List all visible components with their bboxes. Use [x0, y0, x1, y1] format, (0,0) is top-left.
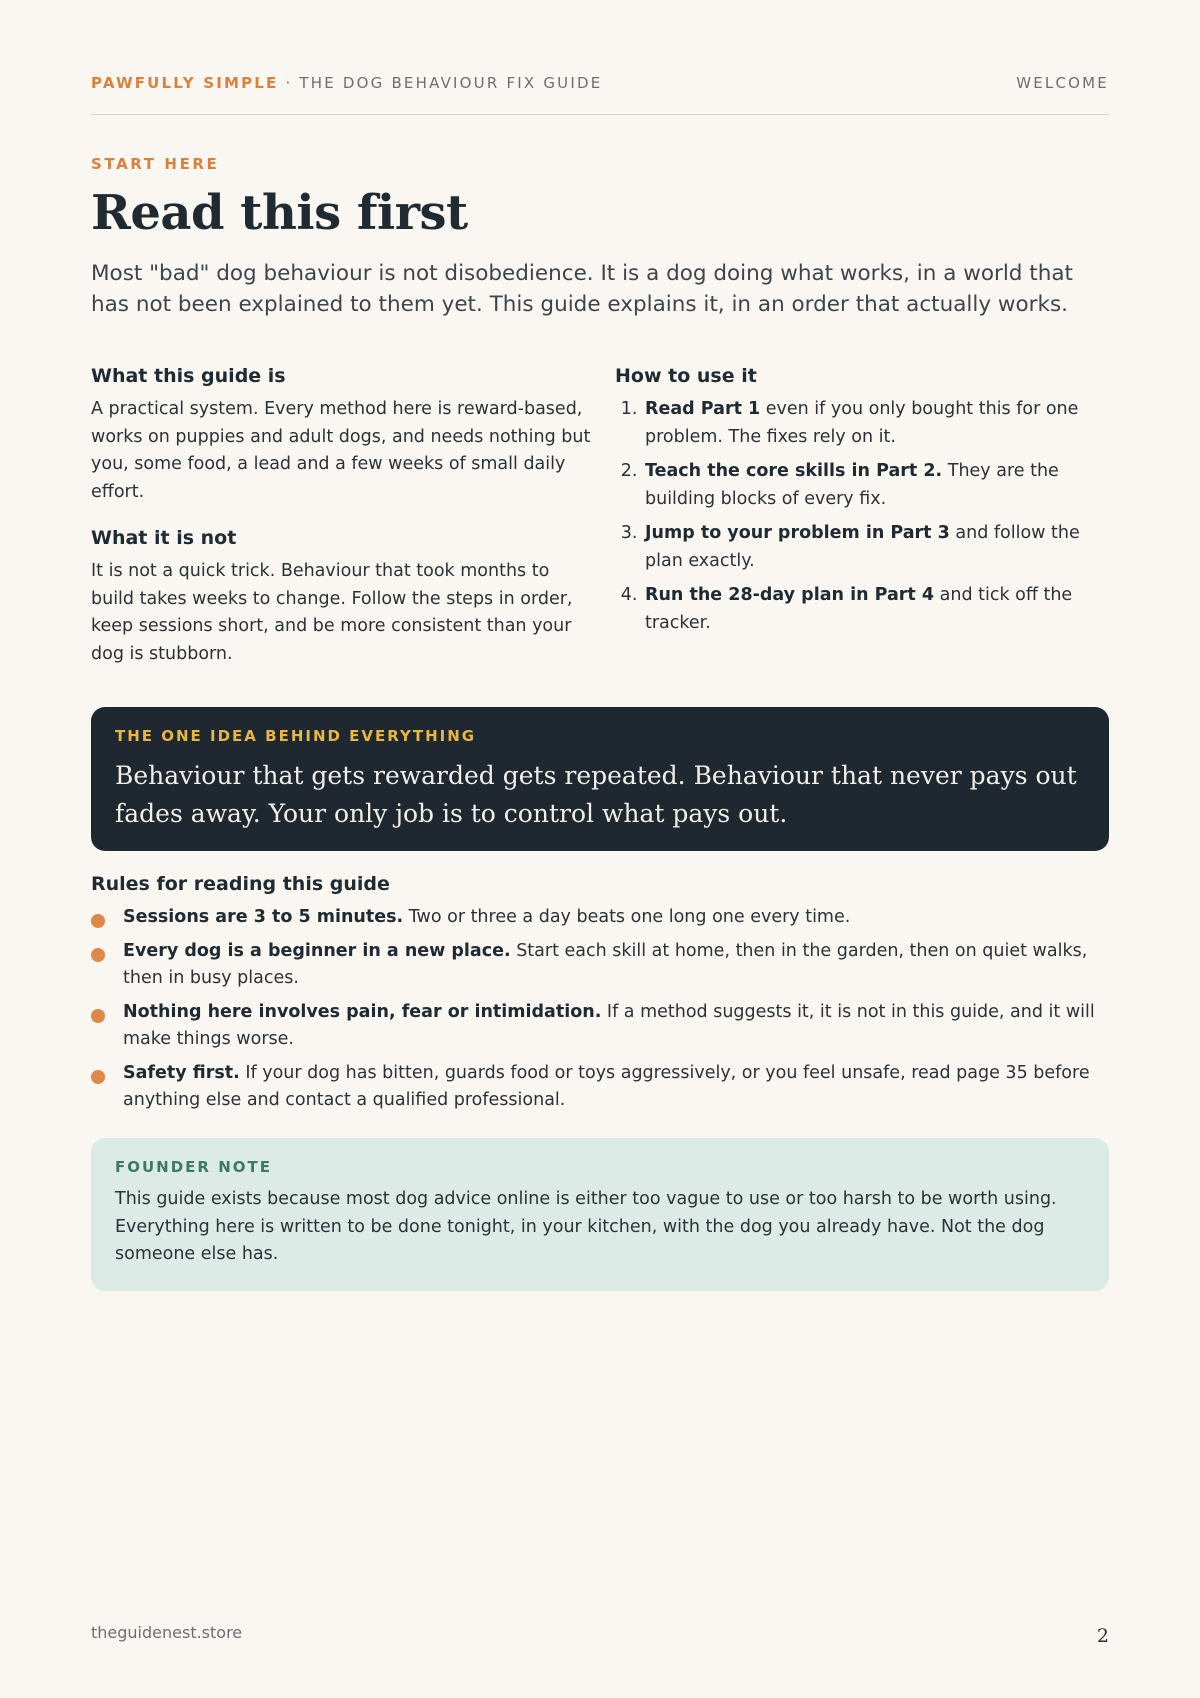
rule-bold: Every dog is a beginner in a new place. — [123, 940, 511, 961]
rule-text: Start each skill at home, then in the garden, then on quiet walks, then in busy places. — [123, 940, 1088, 988]
section-name: WELCOME — [1016, 74, 1109, 92]
section-eyebrow: START HERE — [91, 155, 220, 173]
footer-site: theguidenest.store — [91, 1623, 243, 1642]
bullet-dot-icon — [91, 914, 105, 928]
step-text: and tick off the tracker. — [645, 585, 1073, 633]
step-text: and follow the plan exactly. — [645, 523, 1080, 571]
header-separator: · — [278, 74, 300, 92]
how-heading: How to use it — [615, 365, 757, 387]
bullet-dot-icon — [91, 1070, 105, 1084]
callout-label: THE ONE IDEA BEHIND EVERYTHING — [115, 727, 477, 745]
list-item — [91, 1060, 1109, 1115]
what-heading: What this guide is — [91, 365, 286, 387]
guide-name: THE DOG BEHAVIOUR FIX GUIDE — [299, 74, 603, 92]
step-bold: Run the 28-day plan in Part 4 — [645, 585, 935, 605]
rules-heading: Rules for reading this guide — [91, 873, 390, 895]
key-idea-callout — [91, 707, 1109, 851]
rule-bold: Safety first. — [123, 1062, 240, 1083]
page-number: 2 — [1096, 1625, 1109, 1647]
not-body: It is not a quick trick. Behaviour that took months to build takes weeks to change. Follow the steps in order, keep sessions short, and be more consistent than your dog is stubborn. — [91, 561, 573, 664]
header-divider — [91, 114, 1109, 115]
list-item — [643, 520, 1109, 575]
step-text: even if you only bought this for one problem. The fixes rely on it. — [645, 399, 1079, 447]
step-bold: Teach the core skills in Part 2. — [645, 461, 943, 481]
step-bold: Jump to your problem in Part 3 — [645, 523, 950, 543]
callout-quote: Behaviour that gets rewarded gets repeated. Behaviour that never pays out fades away. Your only job is to control what pays out. — [115, 761, 1077, 828]
right-column — [615, 362, 1109, 644]
list-item — [91, 938, 1109, 993]
rule-text: If your dog has bitten, guards food or toys aggressively, or you feel unsafe, read page 35 before anything else and contact a qualified professional. — [123, 1062, 1090, 1110]
page-title: Read this first — [91, 185, 468, 241]
bullet-dot-icon — [91, 948, 105, 962]
not-heading: What it is not — [91, 527, 237, 549]
list-item — [643, 582, 1109, 637]
rules-list — [91, 904, 1109, 1115]
founder-label: FOUNDER NOTE — [115, 1158, 272, 1176]
list-item — [643, 458, 1109, 513]
left-column — [91, 362, 591, 668]
founder-note — [91, 1138, 1109, 1291]
list-item — [91, 999, 1109, 1054]
rules-section — [91, 870, 1109, 1121]
list-item — [643, 396, 1109, 451]
list-item — [91, 904, 1109, 932]
steps-list — [615, 396, 1109, 637]
running-header — [91, 74, 1109, 98]
rule-text: If a method suggests it, it is not in this guide, and it will make things worse. — [123, 1001, 1095, 1049]
what-body: A practical system. Every method here is reward-based, works on puppies and adult dogs, and needs nothing but you, some food, a lead and a few weeks of small daily effort. — [91, 399, 591, 502]
rule-text: Two or three a day beats one long one every time. — [403, 907, 851, 927]
document-page — [91, 0, 1109, 1698]
brand-name: PAWFULLY SIMPLE — [91, 74, 279, 92]
step-bold: Read Part 1 — [645, 399, 761, 419]
lead-paragraph: Most "bad" dog behaviour is not disobedience. It is a dog doing what works, in a world that has not been explained to them yet. This guide explains it, in an order that actually works. — [91, 261, 1073, 317]
rule-bold: Nothing here involves pain, fear or intimidation. — [123, 1001, 602, 1022]
rule-bold: Sessions are 3 to 5 minutes. — [123, 907, 404, 927]
step-text: They are the building blocks of every fix. — [645, 461, 1059, 509]
bullet-dot-icon — [91, 1009, 105, 1023]
founder-body: This guide exists because most dog advice online is either too vague to use or too harsh to be worth using. Everything here is written to be done tonight, in your kitchen, with the dog you already have. Not the dog someone else has. — [115, 1189, 1057, 1264]
